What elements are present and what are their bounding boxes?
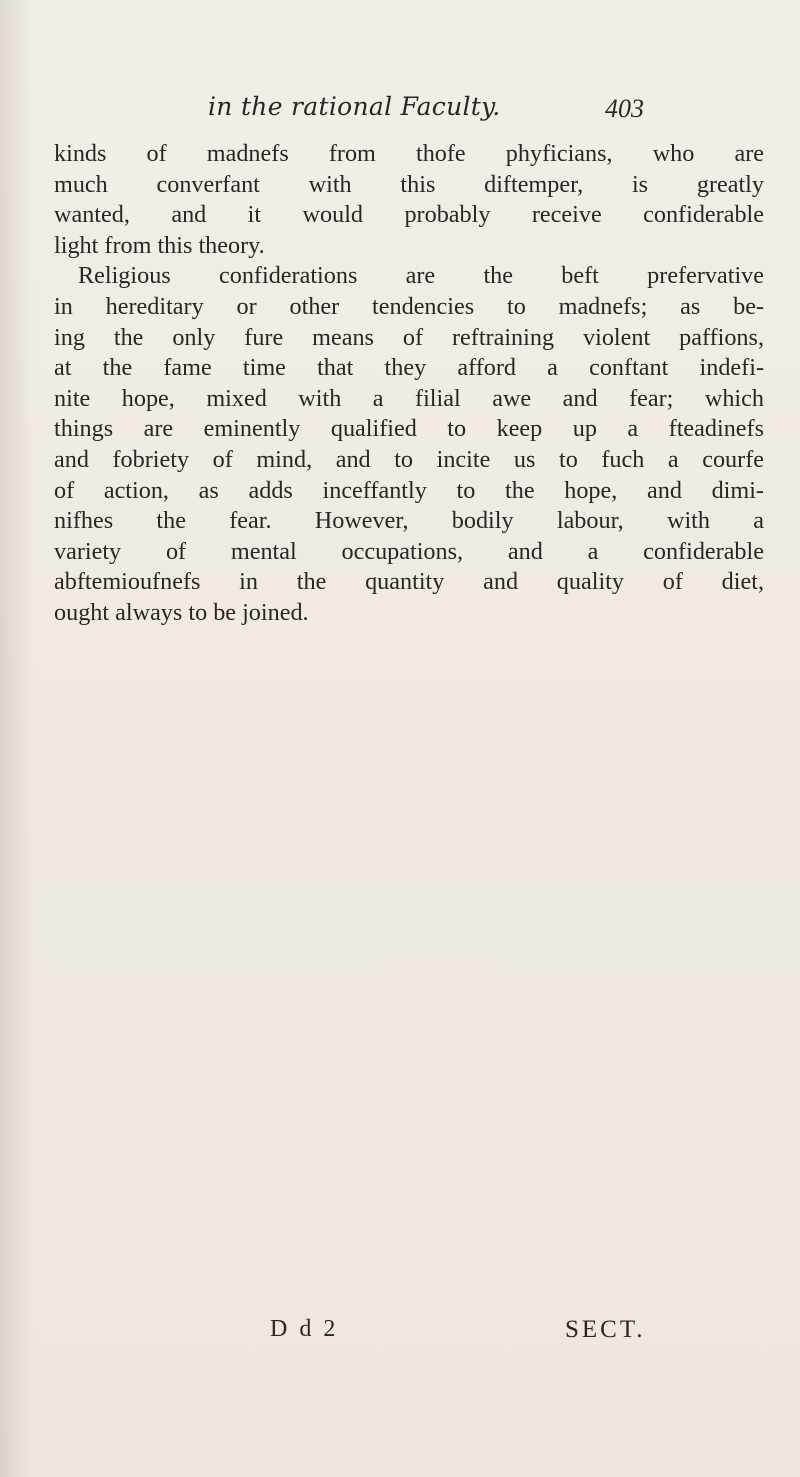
running-title: in the rational Faculty. <box>208 92 501 121</box>
text-line: kinds of madnefs from thofe phyficians, who are <box>54 140 764 167</box>
text-line: of action, as adds inceffantly to the hope, and dimi- <box>54 476 764 504</box>
text-line: wanted, and it would probably receive confiderable <box>54 201 764 229</box>
text-line: at the fame time that they afford a conftant indefi- <box>54 354 764 382</box>
text-line: light from this theory. <box>54 231 265 259</box>
text-line: Religious confiderations are the beft prefervative <box>78 262 764 290</box>
text-line: in hereditary or other tendencies to madnefs; as be- <box>54 292 764 320</box>
signature-mark: D d 2 <box>270 1316 339 1342</box>
text-line: ought always to be joined. <box>54 598 309 626</box>
text-line: much converfant with this diftemper, is greatly <box>54 170 764 198</box>
text-line: abftemioufnefs in the quantity and quality of diet, <box>54 568 764 596</box>
text-line: variety of mental occupations, and a confiderable <box>54 537 764 565</box>
text-line: nite hope, mixed with a filial awe and fear; which <box>54 384 764 412</box>
running-head <box>168 88 644 128</box>
text-line: things are eminently qualified to keep up a fteadinefs <box>54 415 764 443</box>
text-line: and fobriety of mind, and to incite us to fuch a courfe <box>54 445 764 473</box>
page-number: 403 <box>605 94 644 123</box>
catchword: SECT. <box>565 1316 646 1343</box>
text-line: ing the only fure means of reftraining violent paffions, <box>54 323 764 351</box>
text-line: nifhes the fear. However, bodily labour, with a <box>54 507 764 535</box>
gutter-shadow <box>0 0 34 1477</box>
body-text <box>54 139 764 629</box>
